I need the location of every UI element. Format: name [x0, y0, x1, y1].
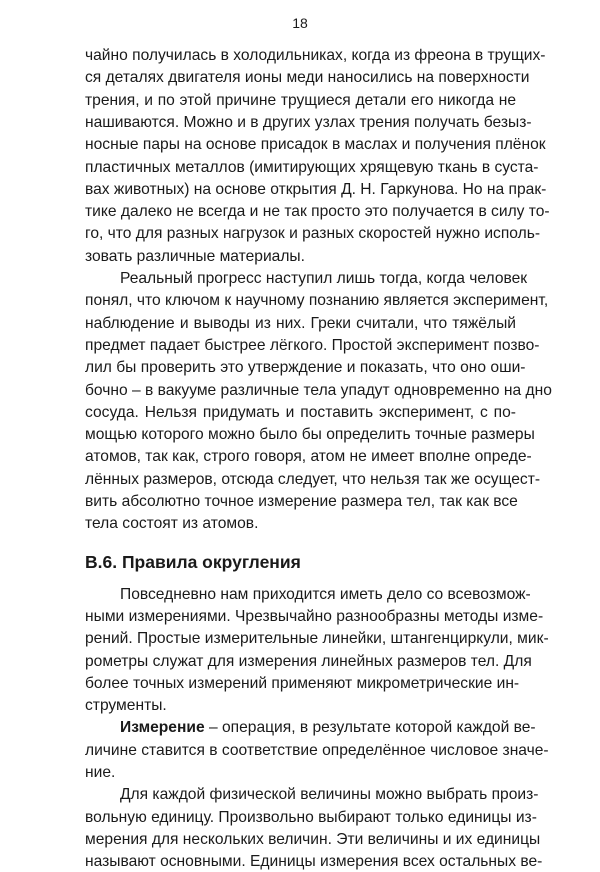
text-line: предмет падает быстрее лёгкого. Простой эксперимент позво- — [85, 336, 540, 354]
text-line: пластичных металлов (имитирующих хрящевую ткань в суста- — [85, 158, 539, 176]
text-line: вить абсолютно точное измерение размера тел, так как все — [85, 493, 518, 510]
text-line: трения, и по этой причине трущиеся детали его никогда не — [85, 91, 516, 109]
text-line: Повседневно нам приходится иметь дело со всевозмож- — [120, 585, 531, 603]
text-line: лил бы проверить это утверждение и показать, что оно оши- — [85, 359, 526, 377]
text-line: вах животных) на основе открытия Д. Н. Гаркунова. Но на прак- — [85, 180, 547, 198]
text-line: ние. — [85, 764, 116, 781]
text-line: тела состоят из атомов. — [85, 515, 259, 533]
text-line: чайно получилась в холодильниках, когда из фреона в трущих- — [85, 47, 546, 64]
text-line: рометры служат для измерения линейных размеров тел. Для — [85, 652, 532, 670]
text-line: Реальный прогресс наступил лишь тогда, когда человек — [120, 270, 528, 287]
text-line: нашиваются. Можно и в других узлах трения получать безыз- — [85, 113, 532, 131]
text-line: мерения для нескольких величин. Эти величины и их единицы — [85, 830, 541, 848]
text-line: атомов, так как, строго говоря, атом не имеет вполне опреде- — [85, 448, 532, 466]
text-line: струменты. — [85, 697, 167, 715]
text-line: сосуда. Нельзя придумать и поставить эксперимент, с по- — [85, 403, 516, 421]
section-heading: В.6. Правила округления — [85, 551, 301, 572]
text-line: наблюдение и выводы из них. Греки считали, что тяжёлый — [85, 314, 516, 332]
text-line: носные пары на основе присадок в маслах и получения плёнок — [85, 136, 546, 154]
text-line: ся деталях двигателя ионы меди наносились на поверхности — [85, 69, 530, 87]
text-line: го, что для разных нагрузок и разных скоростей нужно исполь- — [85, 225, 541, 243]
text-line: бочно – в вакууме различные тела упадут одновременно на дно — [85, 381, 552, 399]
text-line: Для каждой физической величины можно выбрать произ- — [120, 786, 539, 804]
text-line: лённых размеров, отсюда следует, что нельзя так же осущест- — [85, 470, 541, 488]
defined-term: Измерение — [120, 719, 205, 737]
text-line: рений. Простые измерительные линейки, штангенциркули, мик- — [85, 630, 549, 648]
text-line: понял, что ключом к научному познанию является эксперимент, — [85, 292, 549, 310]
text-line: более точных измерений применяют микрометрические ин- — [85, 674, 520, 692]
text-line — [120, 718, 536, 738]
text-line: вольную единицу. Произвольно выбирают только единицы из- — [85, 808, 537, 826]
page-number: 18 — [292, 15, 308, 31]
text-line: личине ставится в соответствие определённое числовое значе- — [85, 741, 549, 759]
text-line: ными измерениями. Чрезвычайно разнообразны методы изме- — [85, 607, 544, 625]
text-fragment: – операция, в результате которой каждой ве- — [204, 719, 536, 737]
text-line: мощью которого можно было бы определить точные размеры — [85, 426, 535, 444]
text-line: зовать различные материалы. — [85, 247, 305, 265]
text-line: называют основными. Единицы измерения всех остальных ве- — [85, 853, 543, 871]
text-line: тике далеко не всегда и не так просто это получается в силу то- — [85, 203, 550, 221]
